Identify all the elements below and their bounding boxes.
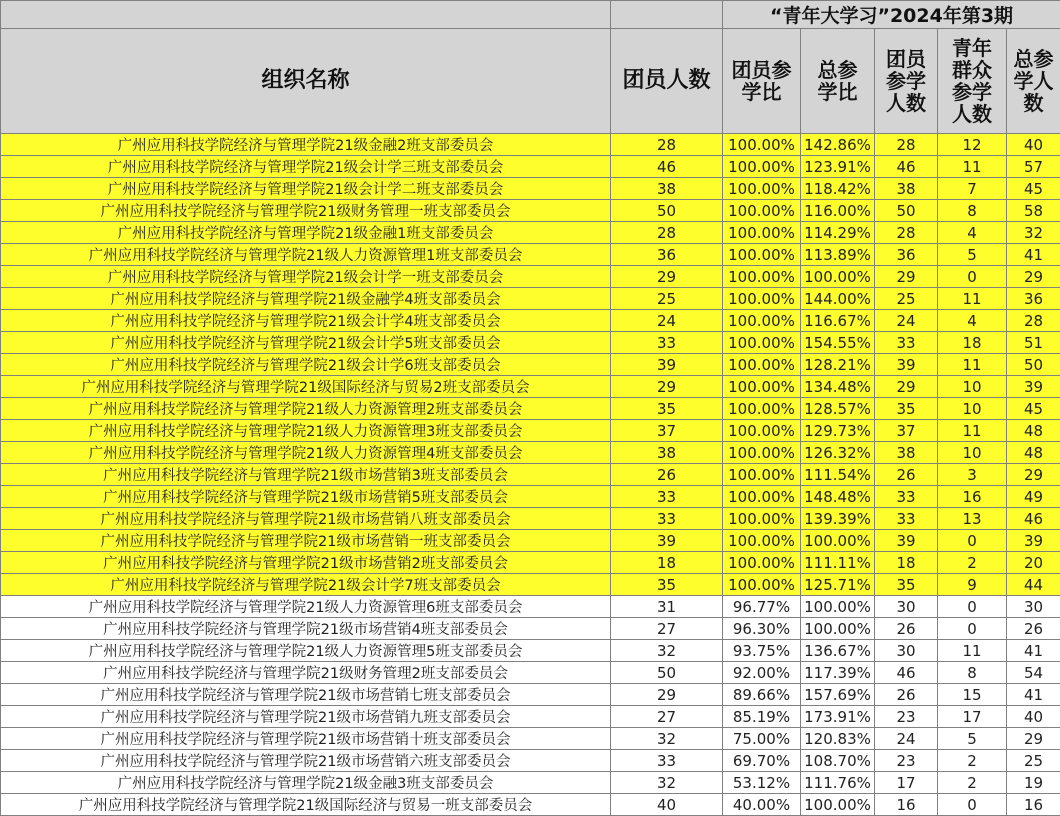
member-ratio-cell: 100.00% [723,156,801,178]
members-cell: 39 [611,354,723,376]
member-ratio-cell: 100.00% [723,354,801,376]
total-ratio-cell: 128.57% [801,398,875,420]
member-participants-cell: 30 [875,596,938,618]
total-participants-cell: 48 [1007,420,1060,442]
total-participants-cell: 29 [1007,464,1060,486]
member-ratio-cell: 100.00% [723,574,801,596]
member-ratio-cell: 100.00% [723,244,801,266]
org-name-cell: 广州应用科技学院经济与管理学院21级国际经济与贸易一班支部委员会 [1,794,611,816]
youth-participants-cell: 0 [938,596,1007,618]
member-participants-cell: 26 [875,684,938,706]
total-ratio-cell: 116.00% [801,200,875,222]
member-ratio-cell: 100.00% [723,376,801,398]
org-name-cell: 广州应用科技学院经济与管理学院21级会计学三班支部委员会 [1,156,611,178]
youth-participants-cell: 10 [938,398,1007,420]
total-ratio-cell: 123.91% [801,156,875,178]
total-participants-cell: 20 [1007,552,1060,574]
members-cell: 50 [611,662,723,684]
member-ratio-cell: 96.77% [723,596,801,618]
total-ratio-cell: 100.00% [801,618,875,640]
table-row [1,728,1060,750]
member-participants-cell: 23 [875,706,938,728]
total-ratio-cell: 118.42% [801,178,875,200]
member-ratio-cell: 100.00% [723,398,801,420]
youth-participants-cell: 18 [938,332,1007,354]
member-ratio-cell: 100.00% [723,200,801,222]
youth-participants-cell: 0 [938,794,1007,816]
member-ratio-cell: 100.00% [723,464,801,486]
members-cell: 27 [611,618,723,640]
total-participants-cell: 19 [1007,772,1060,794]
table-row [1,706,1060,728]
table-row [1,662,1060,684]
youth-participants-cell: 0 [938,266,1007,288]
total-participants-cell: 41 [1007,640,1060,662]
table-row [1,244,1060,266]
members-cell: 50 [611,200,723,222]
members-cell: 33 [611,332,723,354]
member-participants-cell: 28 [875,222,938,244]
member-ratio-cell: 69.70% [723,750,801,772]
youth-participants-cell: 15 [938,684,1007,706]
total-participants-cell: 32 [1007,222,1060,244]
member-participants-cell: 33 [875,486,938,508]
table-row [1,354,1060,376]
table-row [1,552,1060,574]
total-ratio-header: 总参学比 [801,29,875,134]
members-cell: 25 [611,288,723,310]
youth-participants-cell: 5 [938,244,1007,266]
member-participants-cell: 17 [875,772,938,794]
org-name-header: 组织名称 [1,29,611,134]
youth-participants-cell: 4 [938,310,1007,332]
org-name-cell: 广州应用科技学院经济与管理学院21级市场营销3班支部委员会 [1,464,611,486]
header-corner [1,1,611,29]
table-row [1,464,1060,486]
member-ratio-cell: 100.00% [723,420,801,442]
member-participants-cell: 35 [875,574,938,596]
member-ratio-cell: 100.00% [723,178,801,200]
total-ratio-cell: 154.55% [801,332,875,354]
total-participants-cell: 25 [1007,750,1060,772]
total-participants-cell: 54 [1007,662,1060,684]
org-name-cell: 广州应用科技学院经济与管理学院21级会计学6班支部委员会 [1,354,611,376]
member-ratio-cell: 100.00% [723,552,801,574]
total-ratio-cell: 100.00% [801,596,875,618]
org-name-cell: 广州应用科技学院经济与管理学院21级市场营销一班支部委员会 [1,530,611,552]
members-cell: 46 [611,156,723,178]
youth-participants-cell: 10 [938,376,1007,398]
member-participants-cell: 33 [875,508,938,530]
members-cell: 31 [611,596,723,618]
total-participants-cell: 29 [1007,266,1060,288]
member-participants-cell: 24 [875,728,938,750]
youth-participants-cell: 10 [938,442,1007,464]
table-row [1,530,1060,552]
member-participants-cell: 38 [875,442,938,464]
member-ratio-cell: 93.75% [723,640,801,662]
table-row [1,266,1060,288]
member-participants-cell: 26 [875,618,938,640]
youth-participants-cell: 13 [938,508,1007,530]
members-cell: 28 [611,134,723,156]
table-row [1,200,1060,222]
members-cell: 33 [611,508,723,530]
total-participants-cell: 41 [1007,244,1060,266]
youth-participants-cell: 8 [938,662,1007,684]
members-cell: 37 [611,420,723,442]
member-participants-cell: 35 [875,398,938,420]
total-ratio-cell: 139.39% [801,508,875,530]
total-participants-cell: 41 [1007,684,1060,706]
member-ratio-cell: 85.19% [723,706,801,728]
org-name-cell: 广州应用科技学院经济与管理学院21级市场营销5班支部委员会 [1,486,611,508]
members-cell: 28 [611,222,723,244]
org-name-cell: 广州应用科技学院经济与管理学院21级会计学二班支部委员会 [1,178,611,200]
member-participants-cell: 33 [875,332,938,354]
org-name-cell: 广州应用科技学院经济与管理学院21级金融2班支部委员会 [1,134,611,156]
total-participants-cell: 40 [1007,134,1060,156]
member-ratio-cell: 100.00% [723,332,801,354]
member-participants-cell: 46 [875,156,938,178]
youth-participants-cell: 11 [938,354,1007,376]
member-ratio-cell: 100.00% [723,530,801,552]
total-ratio-cell: 157.69% [801,684,875,706]
members-cell: 38 [611,442,723,464]
member-participants-cell: 37 [875,420,938,442]
total-ratio-cell: 134.48% [801,376,875,398]
member-ratio-cell: 100.00% [723,310,801,332]
total-participants-cell: 44 [1007,574,1060,596]
total-ratio-cell: 113.89% [801,244,875,266]
youth-participants-cell: 3 [938,464,1007,486]
total-ratio-cell: 125.71% [801,574,875,596]
total-participants-cell: 26 [1007,618,1060,640]
total-ratio-cell: 148.48% [801,486,875,508]
table-row [1,750,1060,772]
org-name-cell: 广州应用科技学院经济与管理学院21级金融3班支部委员会 [1,772,611,794]
youth-participants-cell: 11 [938,420,1007,442]
youth-participants-cell: 11 [938,640,1007,662]
member-ratio-cell: 53.12% [723,772,801,794]
youth-participants-cell: 2 [938,552,1007,574]
member-participants-cell: 25 [875,288,938,310]
member-participants-cell: 26 [875,464,938,486]
member-participants-cell: 36 [875,244,938,266]
total-ratio-cell: 128.21% [801,354,875,376]
total-participants-cell: 50 [1007,354,1060,376]
youth-participants-cell: 16 [938,486,1007,508]
table-row [1,420,1060,442]
youth-participants-cell: 17 [938,706,1007,728]
org-name-cell: 广州应用科技学院经济与管理学院21级人力资源管理3班支部委员会 [1,420,611,442]
members-cell: 35 [611,574,723,596]
total-ratio-cell: 100.00% [801,530,875,552]
members-cell: 29 [611,684,723,706]
total-ratio-cell: 173.91% [801,706,875,728]
org-name-cell: 广州应用科技学院经济与管理学院21级市场营销十班支部委员会 [1,728,611,750]
total-ratio-cell: 144.00% [801,288,875,310]
org-name-cell: 广州应用科技学院经济与管理学院21级人力资源管理4班支部委员会 [1,442,611,464]
youth-participants-header: 青年群众参学人数 [938,29,1007,134]
members-cell: 32 [611,640,723,662]
member-participants-cell: 46 [875,662,938,684]
member-participants-cell: 18 [875,552,938,574]
table-row [1,310,1060,332]
members-cell: 29 [611,266,723,288]
table-row [1,222,1060,244]
member-ratio-cell: 75.00% [723,728,801,750]
period-title: “青年大学习”2024年第3期 [723,1,1060,29]
total-participants-cell: 57 [1007,156,1060,178]
total-participants-cell: 16 [1007,794,1060,816]
table-row [1,398,1060,420]
members-cell: 26 [611,464,723,486]
youth-participants-cell: 5 [938,728,1007,750]
youth-participants-cell: 7 [938,178,1007,200]
youth-participants-cell: 9 [938,574,1007,596]
member-ratio-cell: 100.00% [723,442,801,464]
total-participants-cell: 30 [1007,596,1060,618]
member-ratio-cell: 89.66% [723,684,801,706]
total-ratio-cell: 129.73% [801,420,875,442]
total-ratio-cell: 116.67% [801,310,875,332]
table-body [1,134,1060,816]
member-participants-cell: 24 [875,310,938,332]
total-participants-cell: 51 [1007,332,1060,354]
youth-participants-cell: 11 [938,288,1007,310]
table-row [1,486,1060,508]
org-name-cell: 广州应用科技学院经济与管理学院21级市场营销4班支部委员会 [1,618,611,640]
total-ratio-cell: 114.29% [801,222,875,244]
total-ratio-cell: 120.83% [801,728,875,750]
table-row [1,178,1060,200]
member-ratio-cell: 100.00% [723,266,801,288]
youth-participants-cell: 8 [938,200,1007,222]
total-participants-cell: 29 [1007,728,1060,750]
org-name-cell: 广州应用科技学院经济与管理学院21级市场营销八班支部委员会 [1,508,611,530]
org-name-cell: 广州应用科技学院经济与管理学院21级市场营销六班支部委员会 [1,750,611,772]
member-participants-cell: 16 [875,794,938,816]
total-ratio-cell: 117.39% [801,662,875,684]
member-participants-cell: 28 [875,134,938,156]
member-participants-cell: 29 [875,376,938,398]
member-participants-header: 团员参学人数 [875,29,938,134]
member-ratio-cell: 100.00% [723,508,801,530]
table-row [1,574,1060,596]
total-participants-cell: 39 [1007,530,1060,552]
total-participants-cell: 36 [1007,288,1060,310]
total-participants-cell: 48 [1007,442,1060,464]
table-row [1,618,1060,640]
member-ratio-cell: 100.00% [723,222,801,244]
members-cell: 29 [611,376,723,398]
member-participants-cell: 50 [875,200,938,222]
org-name-cell: 广州应用科技学院经济与管理学院21级会计学7班支部委员会 [1,574,611,596]
org-name-cell: 广州应用科技学院经济与管理学院21级会计学4班支部委员会 [1,310,611,332]
member-ratio-header: 团员参学比 [723,29,801,134]
members-cell: 38 [611,178,723,200]
total-participants-cell: 45 [1007,178,1060,200]
members-header: 团员人数 [611,29,723,134]
youth-participants-cell: 2 [938,772,1007,794]
members-cell: 36 [611,244,723,266]
table-row [1,288,1060,310]
total-ratio-cell: 100.00% [801,794,875,816]
youth-participants-cell: 2 [938,750,1007,772]
table-row [1,156,1060,178]
org-name-cell: 广州应用科技学院经济与管理学院21级市场营销七班支部委员会 [1,684,611,706]
member-participants-cell: 39 [875,530,938,552]
total-participants-cell: 28 [1007,310,1060,332]
org-name-cell: 广州应用科技学院经济与管理学院21级市场营销九班支部委员会 [1,706,611,728]
table-row [1,376,1060,398]
members-cell: 33 [611,750,723,772]
total-participants-cell: 39 [1007,376,1060,398]
member-ratio-cell: 96.30% [723,618,801,640]
total-ratio-cell: 111.11% [801,552,875,574]
total-ratio-cell: 136.67% [801,640,875,662]
members-cell: 39 [611,530,723,552]
member-participants-cell: 30 [875,640,938,662]
member-participants-cell: 23 [875,750,938,772]
member-ratio-cell: 40.00% [723,794,801,816]
table-row [1,332,1060,354]
total-ratio-cell: 126.32% [801,442,875,464]
members-cell: 32 [611,728,723,750]
members-cell: 33 [611,486,723,508]
table-row [1,640,1060,662]
total-ratio-cell: 100.00% [801,266,875,288]
org-name-cell: 广州应用科技学院经济与管理学院21级财务管理一班支部委员会 [1,200,611,222]
header-corner [611,1,723,29]
total-participants-cell: 58 [1007,200,1060,222]
members-cell: 18 [611,552,723,574]
org-name-cell: 广州应用科技学院经济与管理学院21级国际经济与贸易2班支部委员会 [1,376,611,398]
org-name-cell: 广州应用科技学院经济与管理学院21级会计学5班支部委员会 [1,332,611,354]
org-name-cell: 广州应用科技学院经济与管理学院21级人力资源管理5班支部委员会 [1,640,611,662]
youth-participants-cell: 12 [938,134,1007,156]
table-row [1,442,1060,464]
total-participants-cell: 40 [1007,706,1060,728]
members-cell: 40 [611,794,723,816]
total-ratio-cell: 108.70% [801,750,875,772]
org-name-cell: 广州应用科技学院经济与管理学院21级金融学4班支部委员会 [1,288,611,310]
youth-participants-cell: 0 [938,530,1007,552]
total-ratio-cell: 111.76% [801,772,875,794]
org-name-cell: 广州应用科技学院经济与管理学院21级会计学一班支部委员会 [1,266,611,288]
youth-participants-cell: 4 [938,222,1007,244]
table-row [1,772,1060,794]
total-ratio-cell: 142.86% [801,134,875,156]
members-cell: 24 [611,310,723,332]
table-row [1,134,1060,156]
org-name-cell: 广州应用科技学院经济与管理学院21级人力资源管理2班支部委员会 [1,398,611,420]
total-participants-header: 总参学人数 [1007,29,1060,134]
member-ratio-cell: 100.00% [723,486,801,508]
member-ratio-cell: 100.00% [723,134,801,156]
member-participants-cell: 38 [875,178,938,200]
member-ratio-cell: 92.00% [723,662,801,684]
total-participants-cell: 49 [1007,486,1060,508]
table-row [1,596,1060,618]
youth-participants-cell: 0 [938,618,1007,640]
total-participants-cell: 45 [1007,398,1060,420]
org-name-cell: 广州应用科技学院经济与管理学院21级金融1班支部委员会 [1,222,611,244]
youth-participants-cell: 11 [938,156,1007,178]
org-name-cell: 广州应用科技学院经济与管理学院21级人力资源管理1班支部委员会 [1,244,611,266]
org-name-cell: 广州应用科技学院经济与管理学院21级财务管理2班支部委员会 [1,662,611,684]
member-participants-cell: 29 [875,266,938,288]
members-cell: 32 [611,772,723,794]
total-participants-cell: 46 [1007,508,1060,530]
org-name-cell: 广州应用科技学院经济与管理学院21级人力资源管理6班支部委员会 [1,596,611,618]
member-ratio-cell: 100.00% [723,288,801,310]
member-participants-cell: 39 [875,354,938,376]
table-row [1,684,1060,706]
org-name-cell: 广州应用科技学院经济与管理学院21级市场营销2班支部委员会 [1,552,611,574]
table-row [1,508,1060,530]
total-ratio-cell: 111.54% [801,464,875,486]
members-cell: 35 [611,398,723,420]
table-row [1,794,1060,816]
members-cell: 27 [611,706,723,728]
